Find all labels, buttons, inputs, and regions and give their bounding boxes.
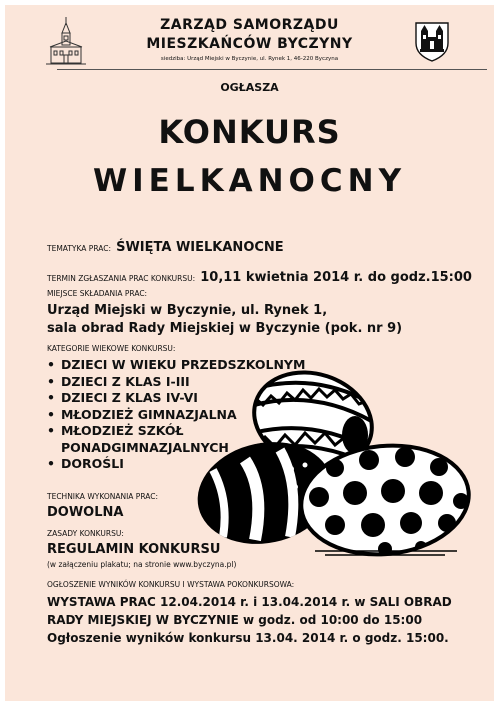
place-label: MIEJSCE SKŁADANIA PRAC: [47, 289, 148, 298]
list-item: • DZIECI Z KLAS I-III [47, 374, 305, 391]
categories-label: KATEGORIE WIEKOWE KONKURSU: [47, 344, 176, 353]
rules-label: ZASADY KONKURSU: [47, 529, 124, 538]
poster-page [5, 5, 494, 701]
deadline-row [47, 266, 472, 285]
deadline-label: TERMIN ZGŁASZANIA PRAC KONKURSU: [47, 274, 196, 283]
technique-label: TECHNIKA WYKONANIA PRAC: [47, 492, 158, 501]
header-divider [57, 69, 487, 70]
results-line2: RADY MIEJSKIEJ W BYCZYNIE w godz. od 10:00 do 15:00 [47, 613, 423, 627]
org-name-line2: MIESZKAŃCÓW BYCZYNY [146, 36, 353, 52]
rules-note: (w załączeniu plakatu; na stronie www.byczyna.pl) [47, 560, 237, 569]
theme-row [47, 236, 284, 255]
theme-label: TEMATYKA PRAC: [47, 244, 111, 253]
org-address: siedziba: Urząd Miejski w Byczynie, ul. Rynek 1, 46-220 Byczyna [160, 56, 339, 62]
results-line1: WYSTAWA PRAC 12.04.2014 r. i 13.04.2014 r. w SALI OBRAD [47, 595, 452, 609]
results-line3: Ogłoszenie wyników konkursu 13.04. 2014 r. o godz. 15:00. [47, 631, 449, 645]
list-item: • MŁODZIEŻ SZKÓŁ PONADGIMNAZJALNYCH [47, 423, 211, 456]
list-item: • DOROŚLI [47, 456, 305, 473]
org-name-line1: ZARZĄD SAMORZĄDU [160, 17, 339, 33]
list-item: • MŁODZIEŻ GIMNAZJALNA [47, 407, 305, 424]
title-line2: WIELKANOCNY [92, 163, 407, 199]
list-item: • DZIECI Z KLAS IV-VI [47, 390, 305, 407]
list-item: • DZIECI W WIEKU PRZEDSZKOLNYM [47, 357, 305, 374]
theme-value: ŚWIĘTA WIELKANOCNE [116, 240, 284, 255]
rules-value: REGULAMIN KONKURSU [47, 542, 221, 557]
title-line1: KONKURS [158, 113, 341, 151]
categories-list [47, 357, 305, 473]
deadline-value: 10,11 kwietnia 2014 r. do godz.15:00 [200, 270, 472, 285]
technique-value: DOWOLNA [47, 505, 124, 520]
place-line2: sala obrad Rady Miejskiej w Byczynie (pok. nr 9) [47, 321, 403, 336]
results-label: OGŁOSZENIE WYNIKÓW KONKURSU I WYSTAWA POKONKURSOWA: [47, 580, 295, 589]
announce-text: OGŁASZA [220, 81, 279, 94]
place-line1: Urząd Miejski w Byczynie, ul. Rynek 1, [47, 303, 328, 318]
